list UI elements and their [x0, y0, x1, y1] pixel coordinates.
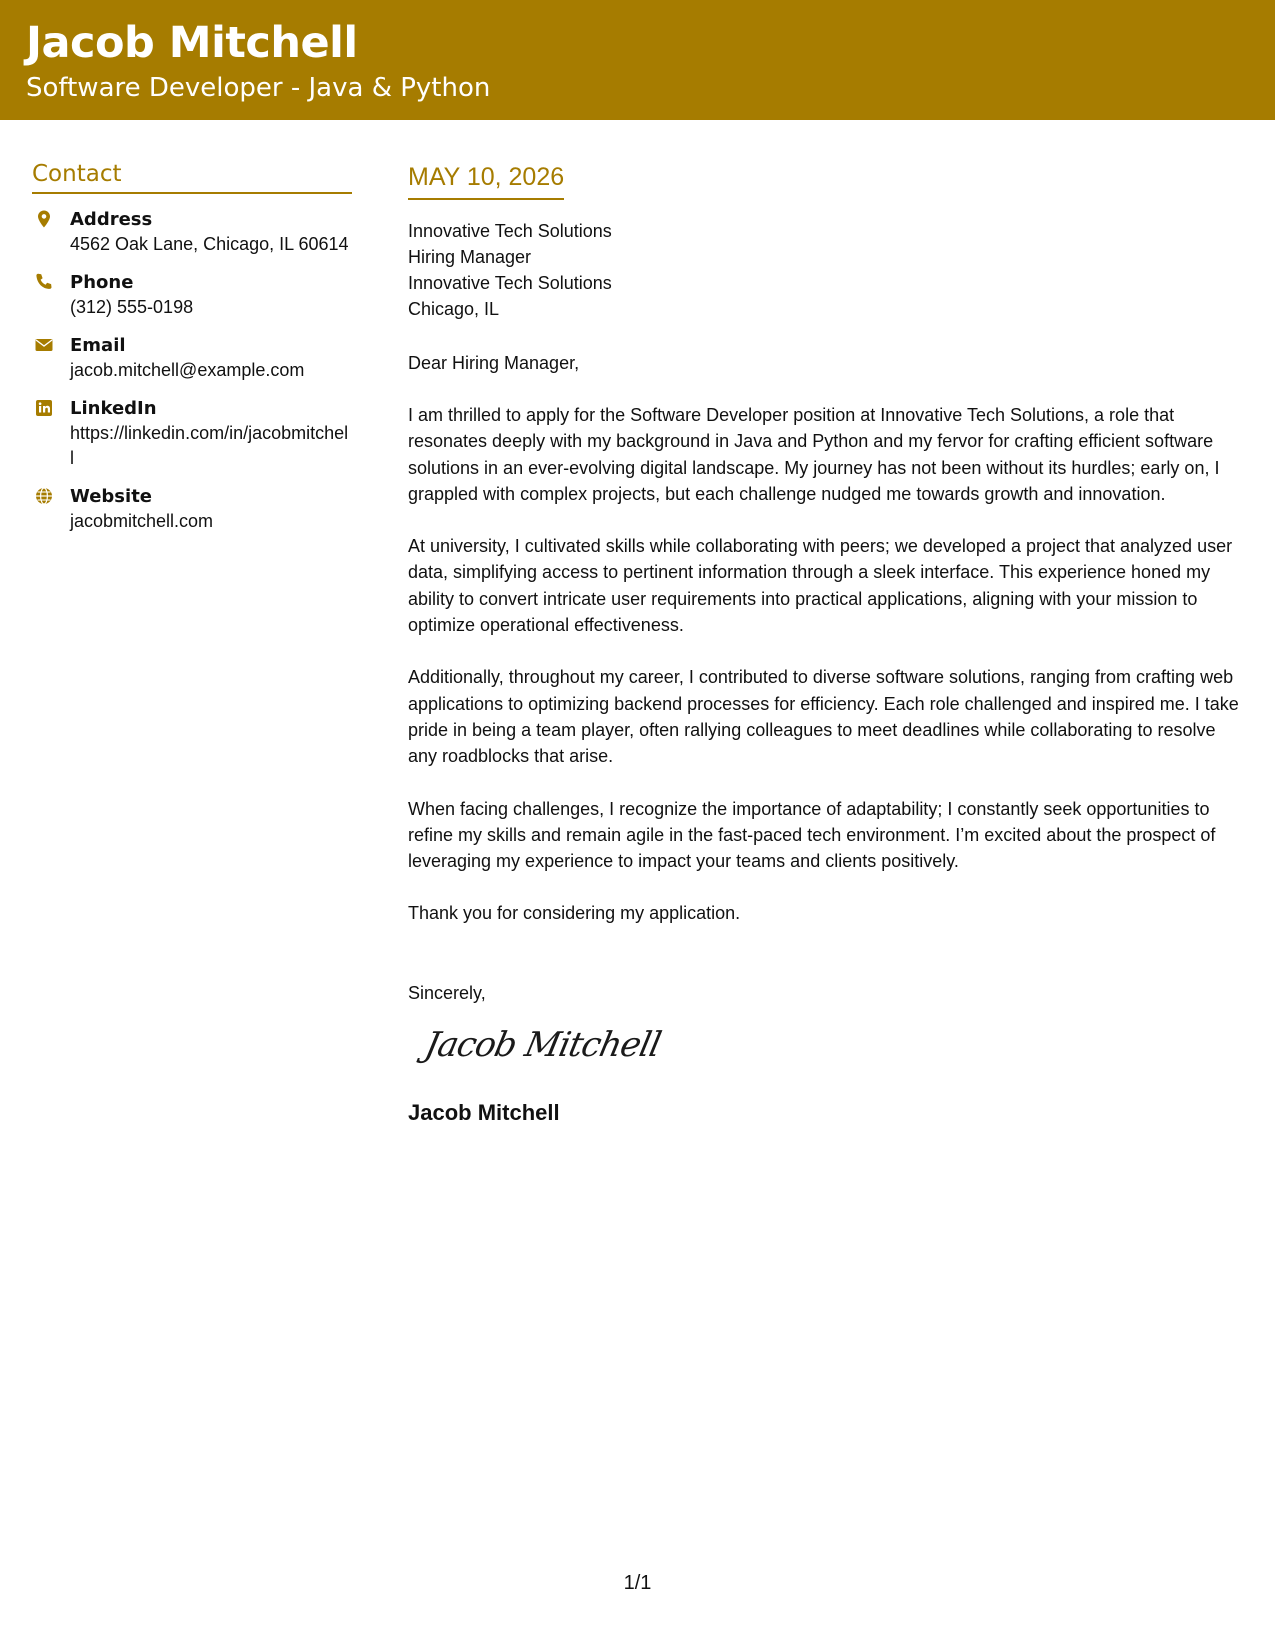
contact-value: (312) 555-0198 [70, 297, 194, 317]
envelope-icon [34, 335, 54, 355]
contact-linkedin [32, 397, 352, 471]
contact-label: Address [70, 209, 153, 230]
thanks-line: Thank you for considering my application. [408, 903, 741, 924]
contact-label: LinkedIn [70, 398, 157, 419]
recipient-line: Innovative Tech Solutions [408, 273, 612, 293]
greeting: Dear Hiring Manager, [408, 353, 580, 373]
map-pin-icon [34, 209, 54, 229]
header-banner [0, 0, 1275, 120]
signer-name: Jacob Mitchell [408, 1100, 560, 1126]
applicant-role: Software Developer - Java & Python [26, 73, 491, 103]
phone-icon [34, 272, 54, 292]
contact-label: Phone [70, 272, 134, 293]
body-paragraph: I am thrilled to apply for the Software Developer position at Innovative Tech Solutions, a role that resonates deeply with my background in Java and Python and my fervor for crafting efficient software solutions in an ever-evolving digital landscape. My journey has not been without its hurdles; early on, I grappled with complex projects, but each challenge nudged me towards growth and innovation. [408, 405, 1220, 504]
contact-address [32, 208, 352, 257]
closing-line: Sincerely, [408, 983, 486, 1004]
contact-website [32, 485, 352, 534]
applicant-name: Jacob Mitchell [26, 18, 358, 68]
page-number: 1/1 [623, 1572, 652, 1594]
contact-value: 4562 Oak Lane, Chicago, IL 60614 [70, 234, 349, 254]
recipient-line: Chicago, IL [408, 299, 500, 319]
recipient-block [408, 218, 1248, 322]
contact-label: Email [70, 335, 126, 356]
contact-value: https://linkedin.com/in/jacobmitchell [70, 423, 349, 468]
body-paragraph: At university, I cultivated skills while collaborating with peers; we developed a project that analyzed user data, simplifying access to pertinent information through a sleek interface. This experience honed my ability to convert intricate user requirements into practical applications, aligning with your mission to optimize operational effectiveness. [408, 536, 1233, 636]
globe-icon [34, 486, 54, 506]
letter-date: MAY 10, 2026 [408, 165, 564, 200]
recipient-line: Hiring Manager [408, 247, 532, 267]
contact-heading: Contact [32, 163, 352, 194]
recipient-line: Innovative Tech Solutions [408, 221, 612, 241]
contact-sidebar [32, 163, 352, 534]
handwritten-signature: Jacob Mitchell [421, 1025, 665, 1066]
contact-label: Website [70, 486, 153, 507]
linkedin-icon [34, 398, 54, 418]
contact-email [32, 334, 352, 383]
contact-value: jacobmitchell.com [70, 511, 214, 531]
body-paragraph: When facing challenges, I recognize the importance of adaptability; I constantly seek opportunities to refine my skills and remain agile in the fast-paced tech environment. I’m excited about the prospect of leveraging my experience to impact your teams and clients positively. [408, 798, 1216, 872]
body-paragraph: Additionally, throughout my career, I contributed to diverse software solutions, ranging from crafting web applications to optimizing backend processes for efficiency. Each role challenged and inspired me. I take pride in being a team player, often rallying colleagues to meet deadlines while collaborating to resolve any roadblocks that arise. [408, 667, 1239, 767]
contact-value: jacob.mitchell@example.com [70, 360, 305, 380]
contact-phone [32, 271, 352, 320]
letter-body [408, 165, 1248, 1124]
